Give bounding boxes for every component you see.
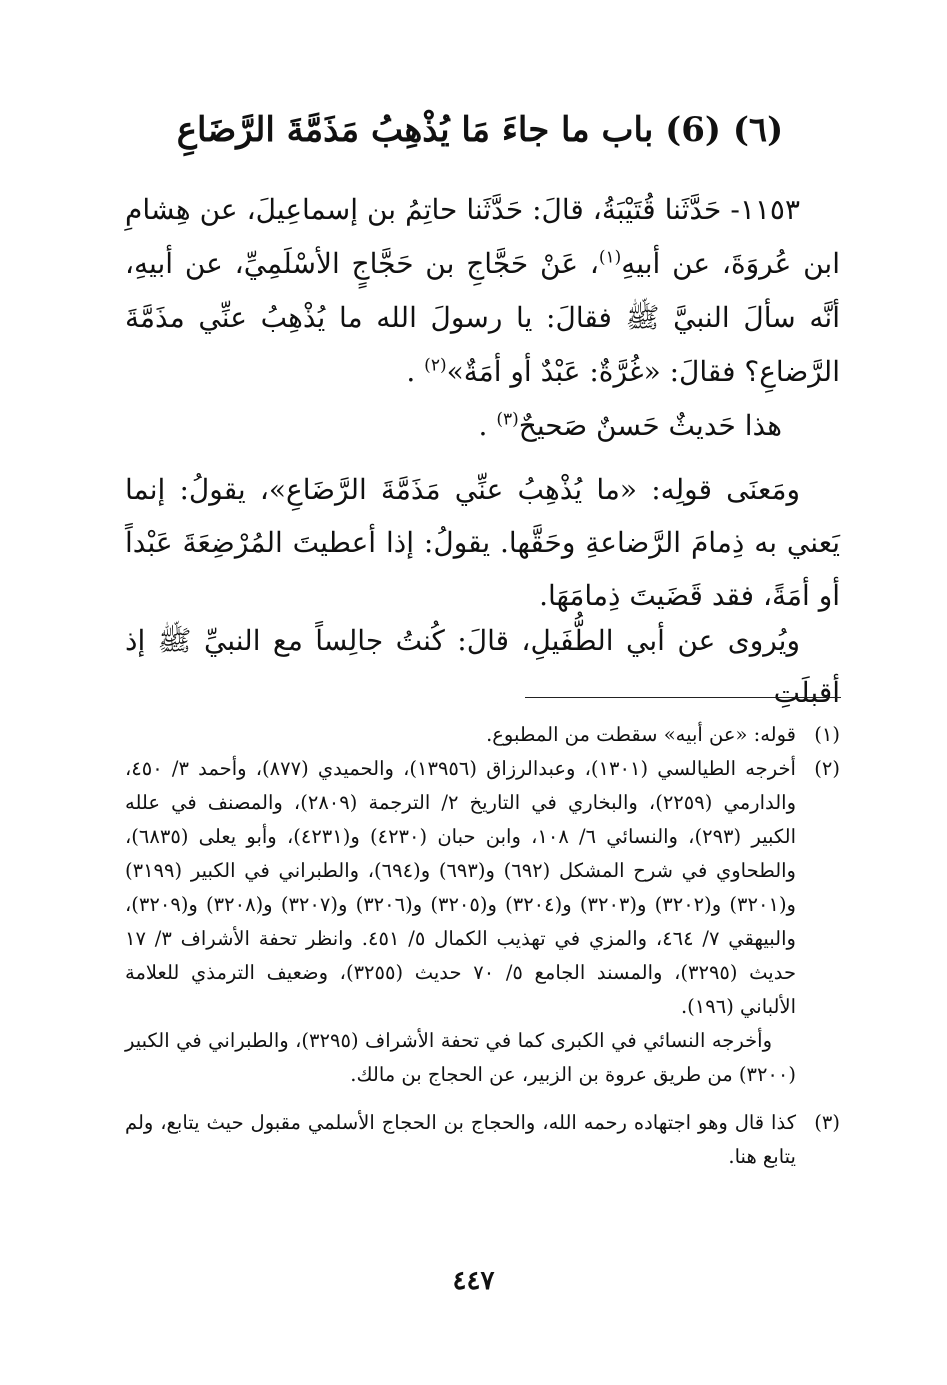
- hadith-end: .: [406, 355, 425, 388]
- footnote-3: [125, 1106, 840, 1174]
- grade-end: .: [478, 409, 497, 442]
- footnote-1: [125, 718, 840, 752]
- footnote-text: قوله: «عن أبيه» سقطت من المطبوع.: [486, 723, 796, 746]
- narration-paragraph: [125, 615, 840, 719]
- footnote-number: (١): [814, 723, 840, 746]
- footnote-ref-3[interactable]: (٣): [496, 409, 519, 430]
- footnote-ref-2[interactable]: (٢): [424, 355, 447, 376]
- commentary-paragraph: [125, 463, 840, 622]
- footnote-text: وأخرجه النسائي في الكبرى كما في تحفة الأشراف (٣٢٩٥)، والطبراني في الكبير (٣٢٠٠) من طريق عروة بن الزبير، عن الحجاج بن مالك.: [125, 1029, 796, 1086]
- page-number: ٤٤٧: [452, 1266, 495, 1296]
- footnote-ref-1[interactable]: (١): [598, 247, 622, 268]
- hadith-text: [125, 183, 840, 399]
- footnote-text: أخرجه الطيالسي (١٣٠١)، وعبدالرزاق (١٣٩٥٦)، والحميدي (٨٧٧)، وأحمد ٣/ ٤٥٠، والدارمي (٢٢٥٩)، والبخاري في التاريخ ٢/ الترجمة (٢٨٠٩)، والمصنف في علله الكبير (٢٩٣)، والنسائي ٦/ ١٠٨، وابن حبان (٤٢٣٠) و(٤٢٣١)، وأبو يعلى (٦٨٣٥)، والطحاوي في شرح المشكل (٦٩٢) و(٦٩٣) و(٦٩٤)، والطبراني في الكبير (٣١٩٩) و(٣٢٠١) و(٣٢٠٢) و(٣٢٠٣) و(٣٢٠٤) و(٣٢٠٥) و(٣٢٠٦) و(٣٢٠٧) و(٣٢٠٨) و(٣٢٠٩)، والبيهقي ٧/ ٤٦٤، والمزي في تهذيب الكمال ٥/ ٤٥١. وانظر تحفة الأشراف ٣/ ١٧ حديث (٣٢٩٥)، والمسند الجامع ٥/ ٧٠ حديث (٣٢٥٥)، وضعيف الترمذي للعلامة الألباني (١٩٦).: [125, 757, 797, 1018]
- hadith-number: ١١٥٣-: [730, 193, 800, 226]
- footnotes-section: [125, 718, 840, 1174]
- footnote-2: [125, 752, 840, 1092]
- footnote-text: كذا قال وهو اجتهاده رحمه الله، والحجاج بن الحجاج الأسلمي مقبول حيث يتابع، ولم يتابع هنا.: [125, 1111, 796, 1168]
- grade-text: هذا حَديثٌ حَسنٌ صَحيحٌ: [518, 409, 782, 442]
- commentary-text: ومَعنَى قولِه: «ما يُذْهِبُ عنِّي مَذَمَّةَ الرَّضَاعِ»، يقولُ: إنما يَعني به ذِمامَ الرَّضاعةِ وحَقَّها. يقولُ: إذا أعطيتَ المُرْضِعَةَ عَبْداً أو أمَةً، فقد قَضَيتَ ذِمامَهَا.: [125, 473, 840, 612]
- footnote-separator: [525, 697, 841, 698]
- hadith-isnad: حَدَّثَنا قُتَيْبَةُ، قالَ: حَدَّثَنا حاتِمُ بن إسماعِيلَ، عن هِشامِ ابن عُروَةَ، عن أبيهِ: [125, 193, 840, 280]
- footnote-number: (٢): [814, 757, 840, 780]
- footnote-body: [125, 1106, 796, 1174]
- footnote-body: [125, 718, 796, 752]
- footnote-number: (٣): [814, 1111, 840, 1134]
- hadith-matn: ، عَنْ حَجَّاجِ بن حَجَّاجٍ الأسْلَمِيِّ، عن أبيهِ، أنَّه سألَ النبيَّ ﷺ فقالَ: يا رسولَ الله ما يُذْهِبُ عنِّي مذَمَّةَ الرَّضاعِ؟ فقالَ: «غُرَّةٌ: عَبْدٌ أو أمَةٌ»: [125, 247, 840, 388]
- narration-text: ويُروى عن أبي الطُّفَيلِ، قالَ: كُنتُ جالِساً مع النبيِّ ﷺ إذ أقبلَتِ: [125, 624, 840, 709]
- footnote-body: [125, 752, 796, 1092]
- chapter-title: (٦) (6) باب ما جاءَ مَا يُذْهِبُ مَذَمَّةَ الرَّضَاعِ: [176, 110, 784, 150]
- hadith-grade: [125, 400, 840, 452]
